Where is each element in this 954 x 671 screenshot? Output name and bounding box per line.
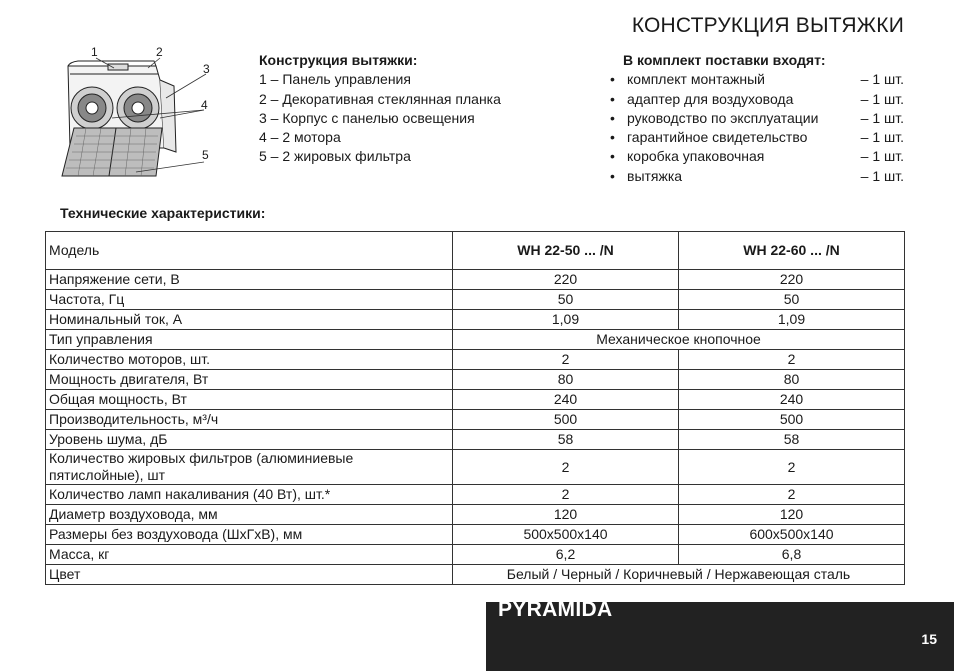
row-value-2: 6,8 <box>679 545 905 565</box>
row-label: Цвет <box>46 565 453 585</box>
page-number: 15 <box>921 631 937 647</box>
kit-item <box>610 128 904 147</box>
kit-item <box>610 147 904 166</box>
row-value-2: 1,09 <box>679 310 905 330</box>
row-value-1: 240 <box>453 390 679 410</box>
kit-item <box>610 167 904 186</box>
row-label: Количество жировых фильтров (алюминиевые пятислойные), шт <box>46 450 453 485</box>
kit-item-qty: – 1 шт. <box>860 90 904 107</box>
kit-item-qty: – 1 шт. <box>860 71 904 88</box>
table-row <box>46 310 905 330</box>
construction-item: 5 – 2 жировых фильтра <box>259 148 411 165</box>
row-value-2: 58 <box>679 430 905 450</box>
callout-2: 2 <box>156 45 163 59</box>
row-value-1: 500х500х140 <box>453 525 679 545</box>
row-label: Уровень шума, дБ <box>46 430 453 450</box>
brand-logo: PYRAMIDA <box>498 598 613 621</box>
construction-item: 1 – Панель управления <box>259 71 411 88</box>
callout-5: 5 <box>202 148 209 162</box>
specs-heading: Технические характеристики: <box>60 205 266 221</box>
table-row <box>46 290 905 310</box>
callout-4: 4 <box>201 98 208 112</box>
row-value-1: 500 <box>453 410 679 430</box>
callout-1: 1 <box>91 45 98 59</box>
row-value-1: 2 <box>453 450 679 485</box>
callout-3: 3 <box>203 62 210 76</box>
row-value-2: 2 <box>679 485 905 505</box>
table-header-row <box>46 232 905 270</box>
specs-table <box>45 231 905 585</box>
row-value-2: 600х500х140 <box>679 525 905 545</box>
row-label: Номинальный ток, А <box>46 310 453 330</box>
row-value-2: 500 <box>679 410 905 430</box>
kit-item-name: вытяжка <box>627 167 683 184</box>
header-model-1: WH 22-50 ... /N <box>453 232 679 270</box>
construction-heading: Конструкция вытяжки: <box>259 52 418 68</box>
row-label: Размеры без воздуховода (ШхГхВ), мм <box>46 525 453 545</box>
row-label: Мощность двигателя, Вт <box>46 370 453 390</box>
kit-item-name: комплект монтажный <box>627 71 765 88</box>
table-row <box>46 390 905 410</box>
bullet: • <box>610 148 615 165</box>
construction-item: 3 – Корпус с панелью освещения <box>259 109 475 126</box>
bullet: • <box>610 90 615 107</box>
kit-item-qty: – 1 шт. <box>860 148 904 165</box>
row-value-1: 80 <box>453 370 679 390</box>
table-row <box>46 430 905 450</box>
row-value-2: 2 <box>679 450 905 485</box>
kit-item <box>610 90 904 109</box>
row-value-2: 120 <box>679 505 905 525</box>
kit-item-name: коробка упаковочная <box>627 148 765 165</box>
row-value-1: 220 <box>453 270 679 290</box>
row-value-1: 1,09 <box>453 310 679 330</box>
kit-item-qty: – 1 шт. <box>860 109 904 126</box>
bullet: • <box>610 109 615 126</box>
row-value-merged: Механическое кнопочное <box>453 330 905 350</box>
table-row <box>46 370 905 390</box>
kit-item <box>610 109 904 128</box>
header-model-2: WH 22-60 ... /N <box>679 232 905 270</box>
row-value-1: 2 <box>453 350 679 370</box>
footer-bar <box>486 598 954 671</box>
row-value-1: 50 <box>453 290 679 310</box>
header-label: Модель <box>46 232 453 270</box>
kit-item-name: гарантийное свидетельство <box>627 129 808 146</box>
row-value-2: 80 <box>679 370 905 390</box>
table-row <box>46 270 905 290</box>
row-value-2: 240 <box>679 390 905 410</box>
row-value-1: 58 <box>453 430 679 450</box>
row-value-2: 50 <box>679 290 905 310</box>
kit-item-qty: – 1 шт. <box>860 129 904 146</box>
row-value-1: 120 <box>453 505 679 525</box>
table-row <box>46 545 905 565</box>
hood-illustration <box>56 44 228 214</box>
row-value-1: 2 <box>453 485 679 505</box>
table-row <box>46 330 905 350</box>
table-row <box>46 565 905 585</box>
kit-item-name: адаптер для воздуховода <box>627 90 794 107</box>
row-value-2: 220 <box>679 270 905 290</box>
kit-item-qty: – 1 шт. <box>860 167 904 184</box>
row-value-1: 6,2 <box>453 545 679 565</box>
table-row <box>46 410 905 430</box>
kit-item <box>610 70 904 89</box>
table-row <box>46 505 905 525</box>
kit-item-name: руководство по эксплуатации <box>627 109 819 126</box>
row-label: Частота, Гц <box>46 290 453 310</box>
table-row <box>46 450 905 485</box>
table-row <box>46 525 905 545</box>
row-label: Количество ламп накаливания (40 Вт), шт.* <box>46 485 453 505</box>
row-value-merged: Белый / Черный / Коричневый / Нержавеющая сталь <box>453 565 905 585</box>
row-label: Общая мощность, Вт <box>46 390 453 410</box>
row-label: Масса, кг <box>46 545 453 565</box>
row-label: Количество моторов, шт. <box>46 350 453 370</box>
construction-list <box>259 51 501 167</box>
construction-item: 4 – 2 мотора <box>259 129 341 146</box>
table-row <box>46 485 905 505</box>
row-value-2: 2 <box>679 350 905 370</box>
row-label: Производительность, м³/ч <box>46 410 453 430</box>
kit-list <box>610 51 904 186</box>
bullet: • <box>610 71 615 88</box>
bullet: • <box>610 129 615 146</box>
page-title: КОНСТРУКЦИЯ ВЫТЯЖКИ <box>631 14 904 37</box>
row-label: Напряжение сети, В <box>46 270 453 290</box>
row-label: Диаметр воздуховода, мм <box>46 505 453 525</box>
construction-item: 2 – Декоративная стеклянная планка <box>259 90 501 107</box>
table-row <box>46 350 905 370</box>
bullet: • <box>610 167 615 184</box>
kit-heading: В комплект поставки входят: <box>623 52 826 68</box>
row-label: Тип управления <box>46 330 453 350</box>
